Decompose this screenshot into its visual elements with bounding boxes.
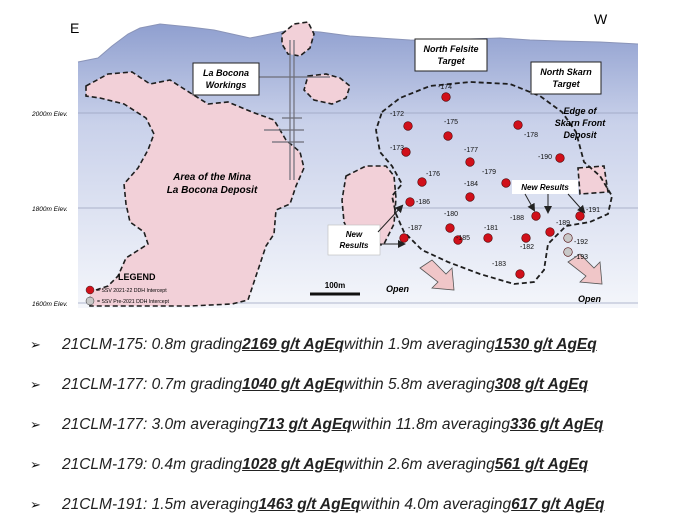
skarn-front-area bbox=[578, 166, 608, 194]
drill-hole-red-dot bbox=[576, 212, 585, 221]
compass-east: E bbox=[70, 20, 80, 36]
result-grade-1: 1028 g/t AgEq bbox=[242, 456, 345, 473]
elevation-label-1800: 1800m Elev. bbox=[32, 206, 68, 213]
deposit-label-line1: Area of the Mina bbox=[173, 172, 251, 183]
result-text: within 2.6m averaging bbox=[344, 456, 495, 473]
arrow-bullet-icon: ➢ bbox=[30, 497, 41, 512]
edge-label-line2: Skarn Front bbox=[554, 118, 606, 128]
drill-hole-label: -182 bbox=[520, 244, 535, 251]
result-grade-2: 617 g/t AgEq bbox=[511, 496, 605, 513]
drill-hole-label: -176 bbox=[426, 171, 441, 178]
new-results-2-line2: Results bbox=[339, 241, 369, 250]
drill-hole-grey-dot bbox=[564, 234, 573, 243]
drill-hole-red-dot bbox=[406, 198, 415, 207]
list-item bbox=[30, 412, 603, 438]
result-grade-2: 308 g/t AgEq bbox=[494, 376, 589, 393]
drill-hole-label: -184 bbox=[464, 181, 479, 188]
drill-hole-label: -180 bbox=[444, 211, 459, 218]
arrow-bullet-icon: ➢ bbox=[30, 457, 41, 472]
drill-hole-red-dot bbox=[556, 154, 565, 163]
drill-hole-label: -192 bbox=[574, 239, 589, 246]
workings-label-line1: La Bocona bbox=[202, 68, 250, 78]
drill-hole-label: -173 bbox=[390, 145, 405, 152]
result-text: 21CLM-175: 0.8m grading bbox=[62, 336, 243, 353]
drill-hole-red-dot bbox=[446, 224, 455, 233]
drill-hole-red-dot bbox=[466, 158, 475, 167]
result-grade-1: 1040 g/t AgEq bbox=[242, 376, 345, 393]
legend-title: LEGEND bbox=[118, 272, 156, 282]
list-item bbox=[30, 372, 588, 398]
drill-hole-label: -181 bbox=[484, 225, 499, 232]
drill-hole-label: -177 bbox=[464, 147, 479, 154]
drill-hole-label: -189 bbox=[556, 220, 571, 227]
result-text: 21CLM-179: 0.4m grading bbox=[62, 456, 243, 473]
drill-hole-red-dot bbox=[444, 132, 453, 141]
drill-hole-red-dot bbox=[514, 121, 523, 130]
arrow-bullet-icon: ➢ bbox=[30, 417, 41, 432]
arrow-bullet-icon: ➢ bbox=[30, 337, 41, 352]
drill-hole-label: -190 bbox=[538, 154, 553, 161]
drill-hole-red-dot bbox=[546, 228, 555, 237]
drill-hole-red-dot bbox=[484, 234, 493, 243]
list-item bbox=[30, 332, 597, 358]
arrow-bullet-icon: ➢ bbox=[30, 377, 41, 392]
result-grade-2: 561 g/t AgEq bbox=[494, 456, 589, 473]
result-text: within 4.0m averaging bbox=[360, 496, 512, 513]
result-grade-2: 1530 g/t AgEq bbox=[494, 336, 597, 353]
result-grade-1: 2169 g/t AgEq bbox=[242, 336, 345, 353]
drill-hole-label: -186 bbox=[416, 199, 431, 206]
result-grade-1: 713 g/t AgEq bbox=[258, 416, 352, 433]
edge-label-line1: Edge of bbox=[563, 106, 597, 116]
legend-item-new: = SSV 2021-22 DDH Intercept bbox=[97, 288, 167, 294]
drill-hole-label: -174 bbox=[438, 84, 453, 91]
drill-hole-label: -185 bbox=[456, 235, 471, 242]
drill-hole-red-dot bbox=[502, 179, 511, 188]
drill-hole-red-dot bbox=[404, 122, 413, 131]
result-grade-2: 336 g/t AgEq bbox=[510, 416, 604, 433]
skarn-label-line2: Target bbox=[552, 79, 580, 89]
workings-label-line2: Workings bbox=[205, 80, 247, 90]
result-text: 21CLM-177: 0.7m grading bbox=[62, 376, 243, 393]
drill-hole-grey-dot bbox=[564, 248, 573, 257]
list-item bbox=[30, 452, 588, 478]
result-text: 21CLM-191: 1.5m averaging bbox=[62, 496, 259, 513]
drill-hole-label: -178 bbox=[524, 132, 539, 139]
drill-hole-label: -172 bbox=[390, 111, 405, 118]
skarn-label-line1: North Skarn bbox=[540, 67, 592, 77]
result-text: within 5.8m averaging bbox=[344, 376, 495, 393]
drill-hole-label: -187 bbox=[408, 225, 423, 232]
result-text: within 1.9m averaging bbox=[344, 336, 495, 353]
legend-item-old: = SSV Pre-2021 DDH Intercept bbox=[97, 299, 169, 305]
new-results-label: New Results bbox=[521, 183, 569, 192]
drill-hole-label: -183 bbox=[492, 261, 507, 268]
felsite-label-line1: North Felsite bbox=[423, 44, 479, 54]
open-label-left: Open bbox=[386, 284, 410, 294]
scale-label: 100m bbox=[324, 281, 346, 290]
drill-hole-label: -193 bbox=[574, 254, 589, 261]
drill-hole-red-dot bbox=[400, 234, 409, 243]
drill-hole-red-dot bbox=[532, 212, 541, 221]
elevation-label-1600: 1600m Elev. bbox=[32, 301, 68, 308]
edge-label-line3: Deposit bbox=[563, 130, 597, 140]
legend-grey-dot bbox=[86, 297, 94, 305]
result-grade-1: 1463 g/t AgEq bbox=[258, 496, 361, 513]
drill-hole-red-dot bbox=[418, 178, 427, 187]
drill-hole-red-dot bbox=[516, 270, 525, 279]
drill-hole-red-dot bbox=[522, 234, 531, 243]
compass-west: W bbox=[594, 11, 608, 27]
elevation-label-2000: 2000m Elev. bbox=[32, 111, 68, 118]
legend-red-dot bbox=[86, 286, 94, 294]
open-label-right: Open bbox=[578, 294, 602, 304]
deposit-label-line2: La Bocona Deposit bbox=[166, 185, 258, 196]
drill-hole-label: -175 bbox=[444, 119, 459, 126]
result-text: within 11.8m averaging bbox=[351, 416, 511, 433]
drill-hole-label: -191 bbox=[586, 207, 601, 214]
felsite-label-line2: Target bbox=[437, 56, 465, 66]
result-text: 21CLM-177: 3.0m averaging bbox=[62, 416, 259, 433]
new-results-2-line1: New bbox=[345, 230, 363, 239]
drill-hole-label: -188 bbox=[510, 215, 525, 222]
drill-hole-label: -179 bbox=[482, 169, 497, 176]
list-item bbox=[30, 492, 604, 518]
drill-hole-red-dot bbox=[442, 93, 451, 102]
drill-hole-red-dot bbox=[466, 193, 475, 202]
